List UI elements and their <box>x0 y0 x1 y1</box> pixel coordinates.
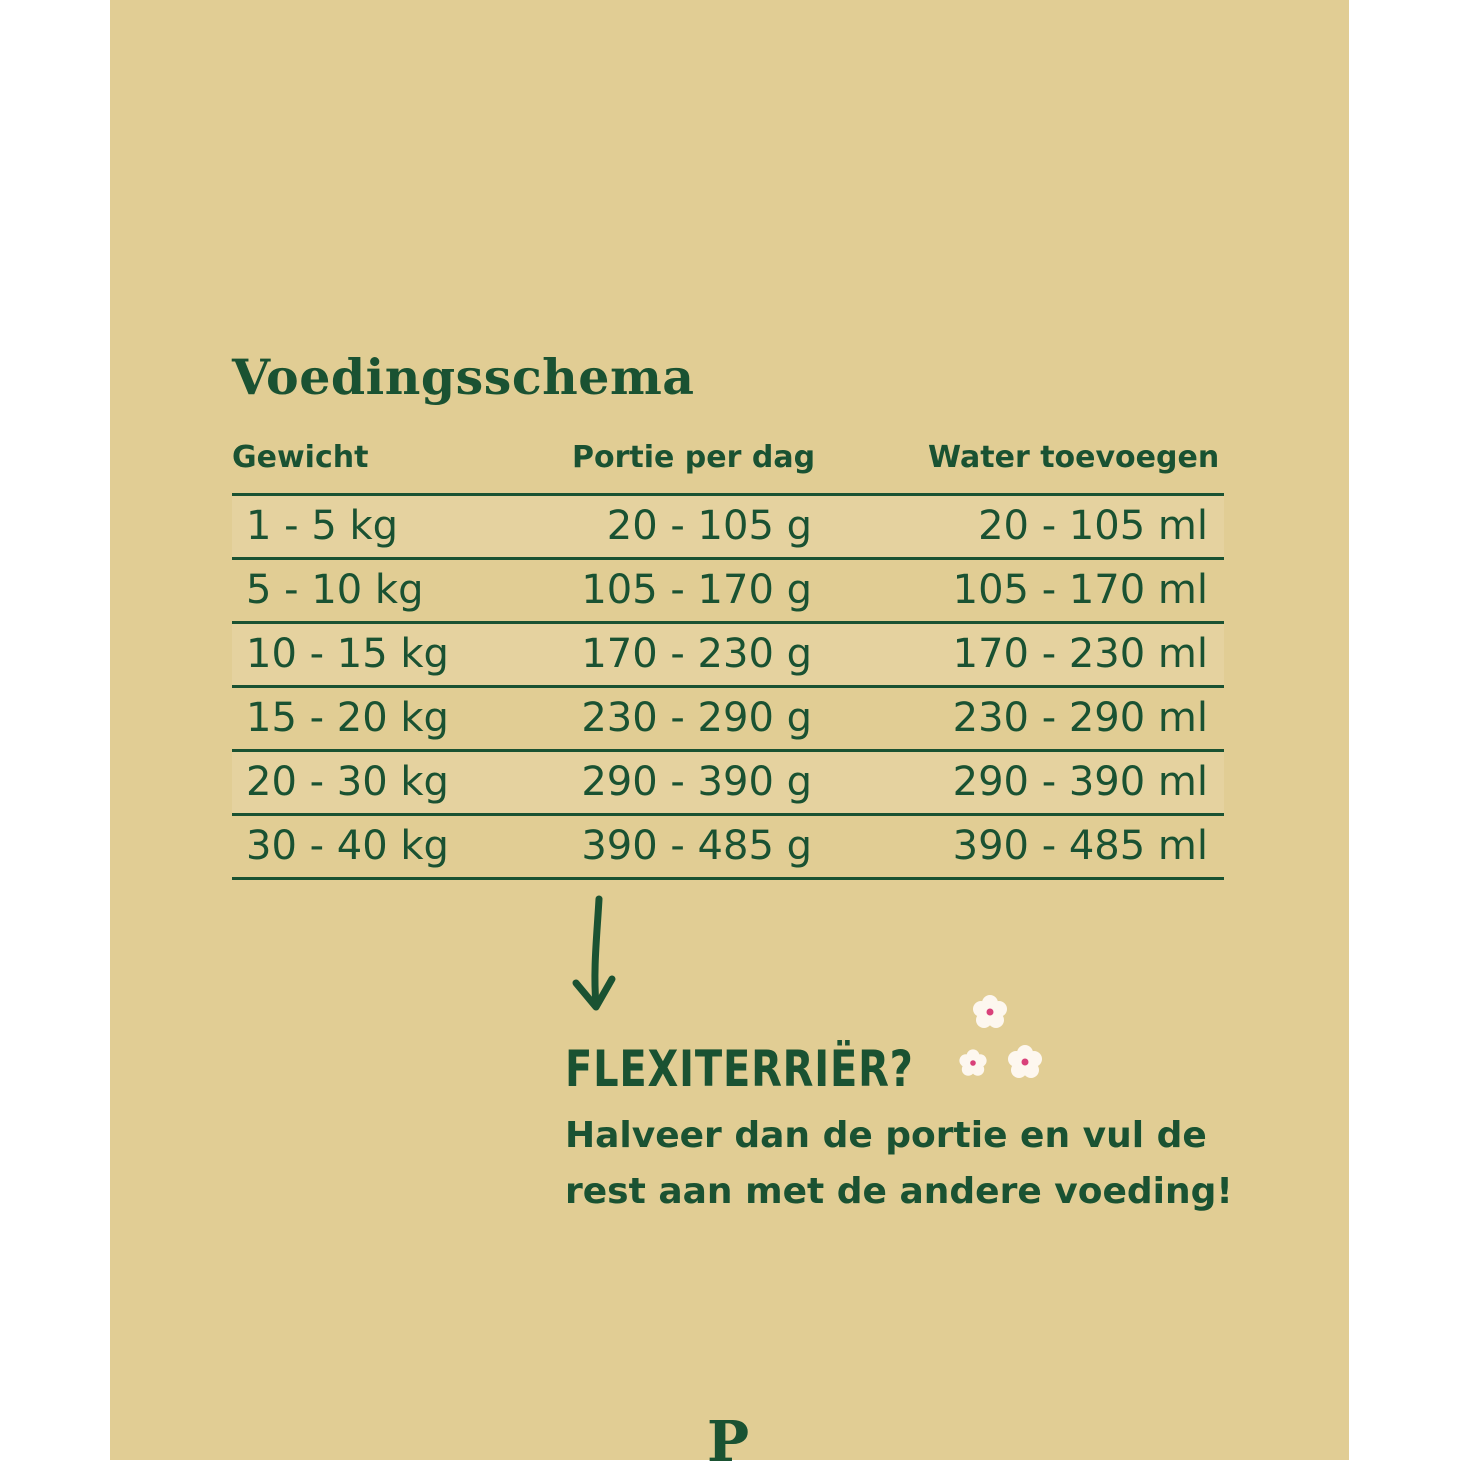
portion-cell: 170 - 230 g <box>581 631 812 677</box>
portion-cell: 105 - 170 g <box>581 567 812 613</box>
water-cell: 170 - 230 ml <box>952 631 1208 677</box>
water-cell: 290 - 390 ml <box>952 759 1208 805</box>
weight-cell: 30 - 40 kg <box>246 823 449 869</box>
table-row <box>232 751 1224 814</box>
row-divider <box>232 749 1224 752</box>
row-divider <box>232 621 1224 624</box>
column-header-water: Water toevoegen <box>928 440 1220 475</box>
weight-cell: 5 - 10 kg <box>246 567 424 613</box>
table-row <box>232 495 1224 558</box>
row-divider <box>232 493 1224 496</box>
flowers-icon <box>950 990 1060 1090</box>
water-cell: 20 - 105 ml <box>978 503 1208 549</box>
callout-text <box>565 1108 1233 1220</box>
arrow-down-icon <box>566 895 626 1020</box>
water-cell: 105 - 170 ml <box>952 567 1208 613</box>
portion-cell: 230 - 290 g <box>581 695 812 741</box>
portion-cell: 20 - 105 g <box>606 503 812 549</box>
column-header-weight: Gewicht <box>232 440 369 475</box>
callout-text-line: rest aan met de andere voeding! <box>565 1171 1233 1212</box>
row-divider <box>232 813 1224 816</box>
row-divider <box>232 685 1224 688</box>
weight-cell: 10 - 15 kg <box>246 631 449 677</box>
callout-text-line: Halveer dan de portie en vul de <box>565 1115 1207 1156</box>
water-cell: 390 - 485 ml <box>952 823 1208 869</box>
table-row <box>232 687 1224 750</box>
brand-logo: P <box>707 1409 750 1475</box>
table-bottom-border <box>232 877 1224 880</box>
weight-cell: 1 - 5 kg <box>246 503 399 549</box>
water-cell: 230 - 290 ml <box>952 695 1208 741</box>
row-divider <box>232 557 1224 560</box>
page-title: Voedingsschema <box>232 348 695 406</box>
table-row <box>232 623 1224 686</box>
weight-cell: 20 - 30 kg <box>246 759 449 805</box>
portion-cell: 390 - 485 g <box>581 823 812 869</box>
table-row <box>232 559 1224 622</box>
callout-heading: FLEXITERRIËR? <box>565 1040 914 1098</box>
column-header-portion: Portie per dag <box>572 440 816 475</box>
portion-cell: 290 - 390 g <box>581 759 812 805</box>
table-row <box>232 815 1224 878</box>
weight-cell: 15 - 20 kg <box>246 695 449 741</box>
